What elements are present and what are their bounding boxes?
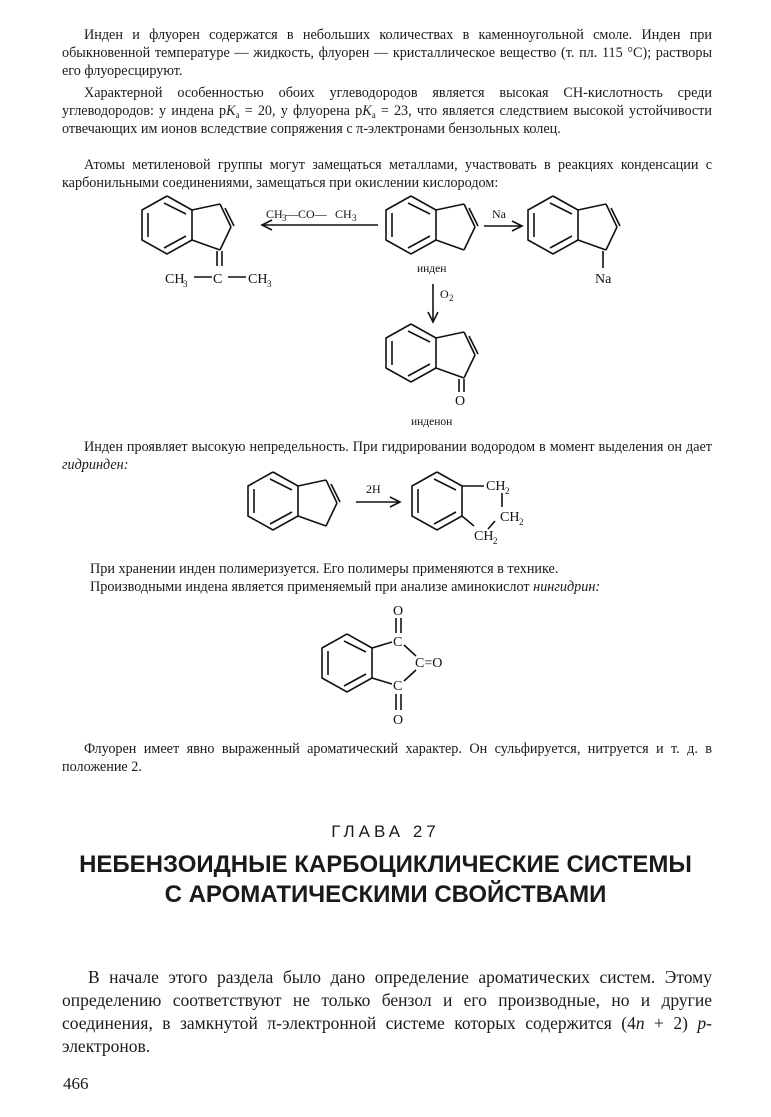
ch2-top-sub: 2 — [505, 486, 510, 496]
ninhydrin-co: C=O — [415, 656, 443, 671]
reagent-co: —CO— — [286, 207, 327, 221]
chapter-intro-paragraph — [62, 966, 712, 1058]
page-number: 466 — [63, 1074, 89, 1093]
product-ch3-right: CH — [248, 272, 268, 287]
ch2-top: CH — [486, 479, 506, 494]
intro-text-c: -электронов. — [62, 1013, 712, 1056]
atom-o: O — [455, 394, 466, 409]
pka-k-1: K — [226, 103, 236, 119]
product-ch3-right-sub: 3 — [267, 279, 272, 289]
intro-n: n — [635, 1013, 645, 1033]
paragraph-text: Атомы метиленовой группы могут замещаться металлами, участвовать в реакциях конденсации с карбонильными соединениями, замещаться при окислении кислородом: — [62, 157, 712, 191]
reagent-2h: 2H — [366, 482, 381, 496]
ninhydrin-c-top: C — [393, 635, 403, 650]
intro-p: p — [697, 1013, 707, 1033]
ch2-right-sub: 2 — [519, 517, 524, 527]
paragraph-text: Инден проявляет высокую непредельность. При гидрировании водородом в момент выделения он дает — [84, 439, 712, 455]
intro-text-a: В начале этого раздела было дано определение ароматических систем. Этому определению соответствуют не только бензол и его производные, но и другие соединения, в замкнутой π-электронной системе которых содержится (4 — [62, 967, 712, 1033]
paragraph-text-a: Характерной особенностью обоих углеводородов является высокая СН-кислотность среди углеводородов: у индена p — [62, 85, 712, 119]
reagent-ch3-right: CH — [335, 207, 352, 221]
paragraph-text: Инден и флуорен содержатся в небольших количествах в каменноугольной смоле. Инден при обыкновенной температуре — жидкость, флуорен — кристаллическое вещество (т. пл. 115 °С); растворы его флуоресцируют. — [62, 27, 712, 79]
paragraph-line1: При хранении инден полимеризуется. Его полимеры применяются в технике. — [90, 561, 559, 577]
reagent-na: Na — [492, 207, 506, 221]
reagent-o: O — [440, 287, 449, 301]
ch2-bottom: CH — [474, 529, 494, 544]
product-ch3-left-sub: 3 — [183, 279, 188, 289]
paragraph-line2: Производными индена является применяемый при анализе аминокислот — [90, 579, 534, 595]
pka-sub-1: a — [235, 110, 240, 120]
paragraph-text-c: = 23, что является следствием высокой устойчивости отвечающих им ионов вследствие сопряжения с π-электронами бензольных колец. — [62, 103, 712, 137]
product-c-atom: C — [213, 272, 223, 287]
ch2-bottom-sub: 2 — [493, 536, 498, 546]
reagent-ch3-left-sub: 3 — [282, 213, 287, 223]
term-gidrinden: гидринден: — [62, 457, 129, 473]
ninhydrin-o-bottom: O — [393, 713, 404, 728]
chapter-title-line1: НЕБЕНЗОИДНЫЕ КАРБОЦИКЛИЧЕСКИЕ СИСТЕМЫ — [79, 851, 692, 878]
ninhydrin-c-bottom: C — [393, 679, 403, 694]
term-ningidrin: нингидрин: — [533, 579, 601, 595]
ch2-right: CH — [500, 510, 520, 525]
atom-na: Na — [595, 272, 612, 287]
reagent-ch3-left: CH — [266, 207, 283, 221]
pka-k-2: K — [362, 103, 372, 119]
product-ch3-left: CH — [165, 272, 185, 287]
pka-sub-2: a — [371, 110, 376, 120]
chapter-title-line2: С АРОМАТИЧЕСКИМИ СВОЙСТВАМИ — [164, 881, 607, 908]
reagent-o-sub: 2 — [449, 293, 454, 303]
ninhydrin-o-top: O — [393, 604, 404, 619]
intro-text-b: + 2) — [644, 1013, 698, 1033]
chapter-title — [0, 850, 771, 910]
reagent-ch3-right-sub: 3 — [352, 213, 357, 223]
label-indenon: инденон — [411, 416, 453, 428]
paragraph-text: Флуорен имеет явно выраженный ароматический характер. Он сульфируется, нитруется и т. д. в положение 2. — [62, 741, 712, 775]
paragraph-fluoren-aromatic — [62, 740, 712, 776]
paragraph-text-b: = 20, у флуорена p — [239, 103, 363, 119]
chapter-number: ГЛАВА 27 — [331, 822, 440, 841]
label-inden: инден — [417, 263, 447, 275]
